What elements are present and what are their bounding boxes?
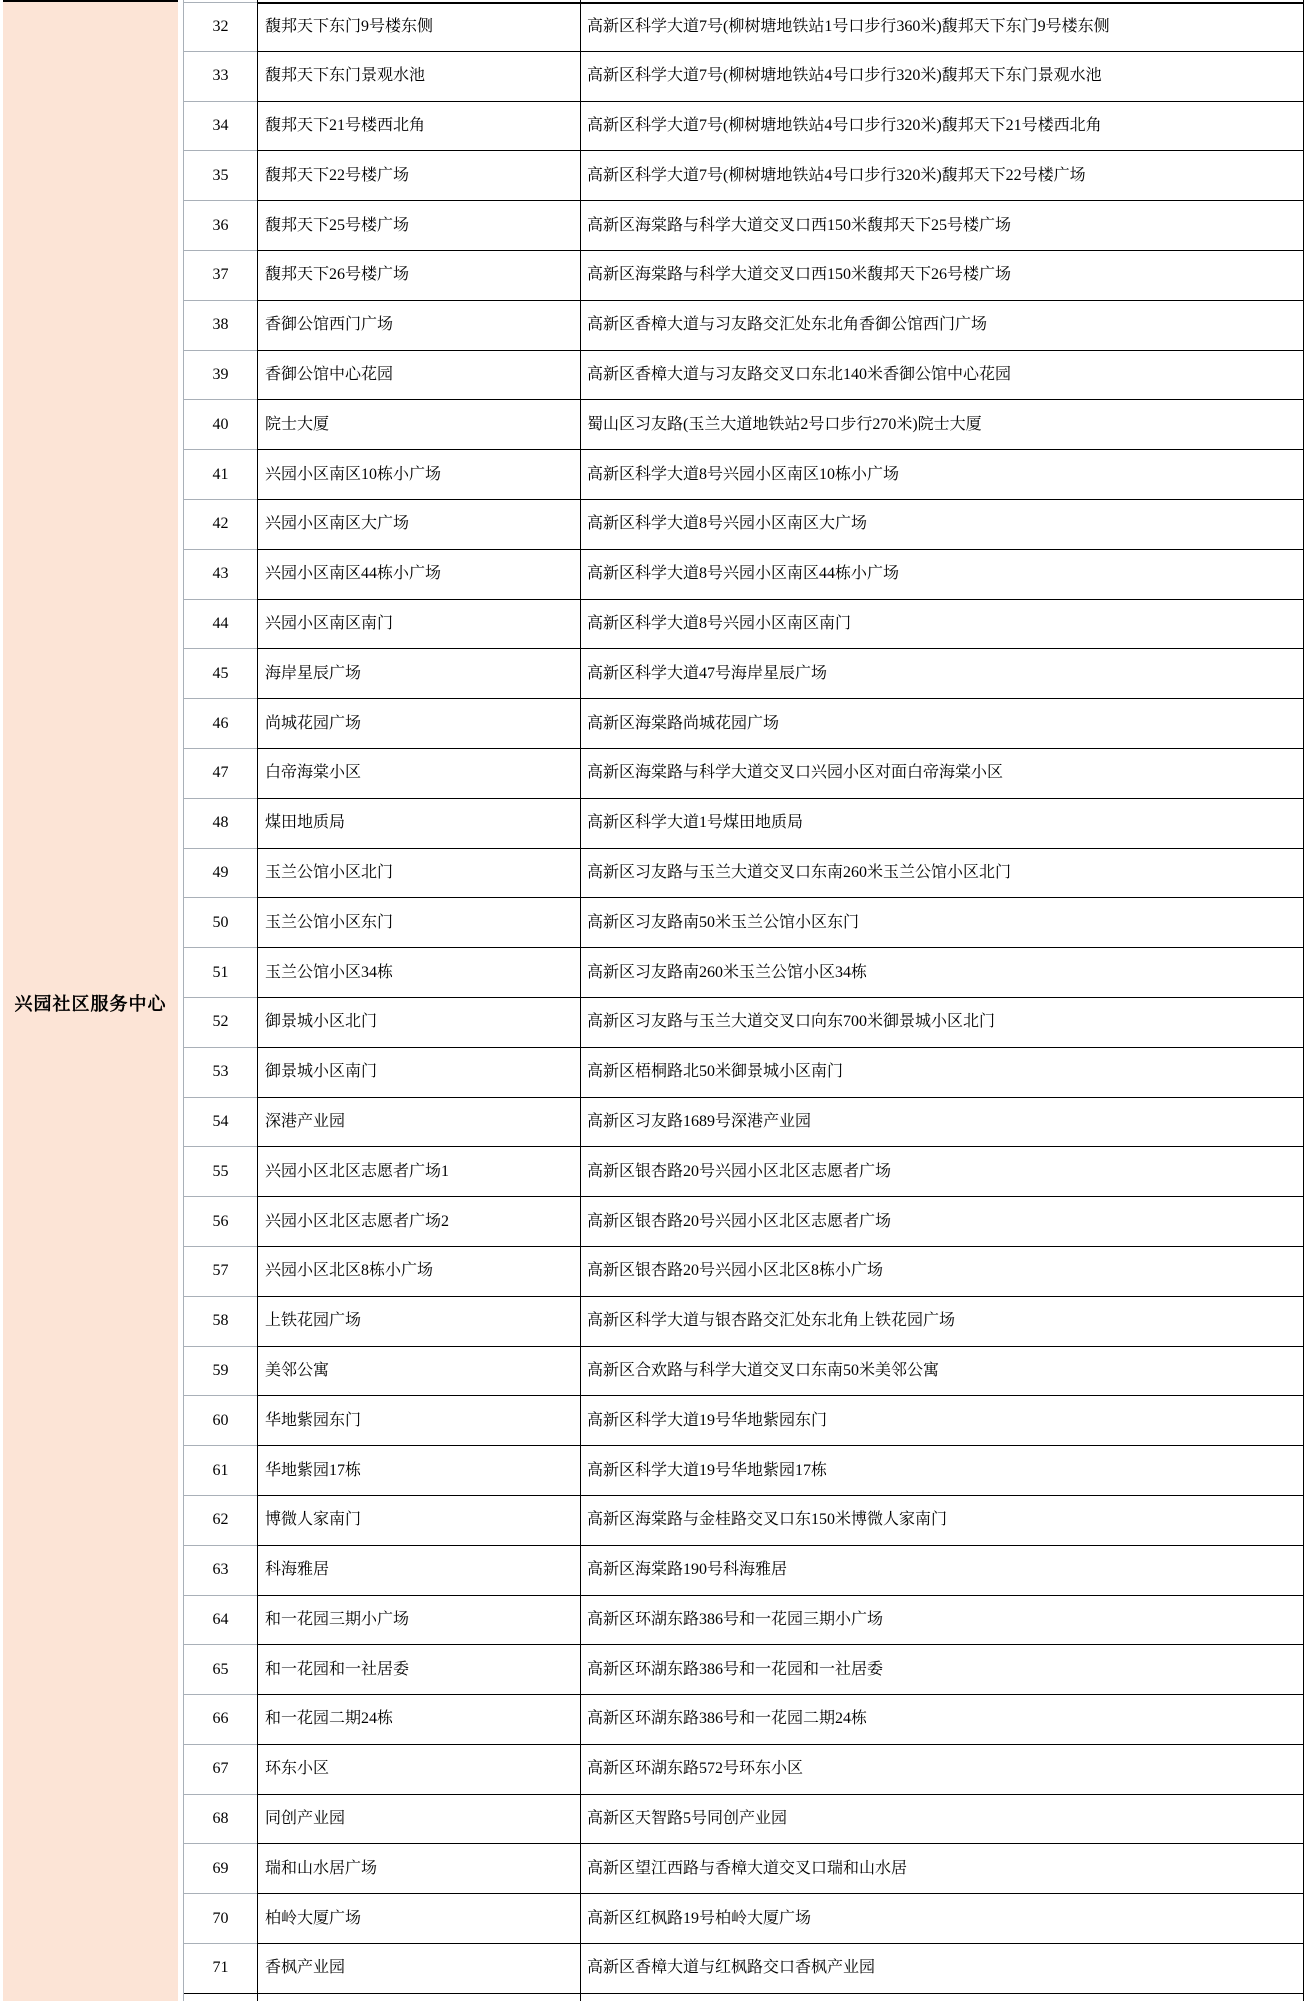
table-row: [184, 898, 1303, 948]
site-address-cell: 高新区红枫路19号柏岭大厦广场: [580, 1894, 1303, 1944]
site-address-cell: 高新区银杏路20号兴园小区北区志愿者广场: [580, 1197, 1303, 1247]
table-row: [184, 1297, 1303, 1347]
table-row: [184, 699, 1303, 749]
table-row: [184, 1048, 1303, 1098]
site-name-cell: 海岸星辰广场: [257, 649, 580, 699]
row-number-cell: 49: [184, 849, 257, 899]
site-address-cell: 高新区望江西路与香樟大道交叉口瑞和山水居: [580, 1844, 1303, 1894]
site-address-cell: 高新区银杏路20号兴园小区北区志愿者广场: [580, 1147, 1303, 1197]
row-number-cell: 71: [184, 1944, 257, 1994]
site-address-cell: 高新区科学大道8号兴园小区南区44栋小广场: [580, 550, 1303, 600]
site-address-cell: 高新区科学大道8号兴园小区南区大广场: [580, 500, 1303, 550]
row-number-cell: 48: [184, 799, 257, 849]
site-address-cell: 高新区香樟大道与红枫路交口香枫产业园: [580, 1944, 1303, 1994]
site-name-cell: 美邻公寓: [257, 1347, 580, 1397]
site-name-cell: 和一花园二期24栋: [257, 1695, 580, 1745]
row-number-cell: 33: [184, 52, 257, 102]
table-row: [184, 450, 1303, 500]
row-number-cell: 34: [184, 102, 257, 152]
table-row: [184, 799, 1303, 849]
site-address-cell: 高新区海棠路与科学大道交叉口西150米馥邦天下26号楼广场: [580, 251, 1303, 301]
row-number-cell: 63: [184, 1546, 257, 1596]
row-number-cell: 35: [184, 151, 257, 201]
row-number-cell: 43: [184, 550, 257, 600]
site-name-cell: 兴园小区南区44栋小广场: [257, 550, 580, 600]
site-name-cell: 兴园小区南区10栋小广场: [257, 450, 580, 500]
row-number-cell: 41: [184, 450, 257, 500]
site-name-cell: 尚城花园广场: [257, 699, 580, 749]
site-address-cell: 高新区海棠路与金桂路交叉口东150米博微人家南门: [580, 1496, 1303, 1546]
site-address-cell: 高新区梧桐路北50米御景城小区南门: [580, 1048, 1303, 1098]
site-name-cell: 兴园小区南区南门: [257, 600, 580, 650]
row-number-cell: 32: [184, 2, 257, 52]
site-name-cell: 兴园小区北区8栋小广场: [257, 1247, 580, 1297]
row-number-cell: 56: [184, 1197, 257, 1247]
row-number-cell: 37: [184, 251, 257, 301]
site-name-cell: 煤田地质局: [257, 799, 580, 849]
site-name-cell: 白帝海棠小区: [257, 749, 580, 799]
table-row: [184, 1944, 1303, 1994]
table-row: [184, 1645, 1303, 1695]
site-name-cell: 馥邦天下22号楼广场: [257, 151, 580, 201]
table-row: [184, 1347, 1303, 1397]
site-name-cell: 玉兰公馆小区北门: [257, 849, 580, 899]
row-number-cell: 59: [184, 1347, 257, 1397]
site-address-cell: 蜀山区习友路(玉兰大道地铁站2号口步行270米)院士大厦: [580, 400, 1303, 450]
site-name-cell: 瑞和山水居广场: [257, 1844, 580, 1894]
site-name-cell: 博微人家南门: [257, 1496, 580, 1546]
row-number-cell: 51: [184, 948, 257, 998]
table-row: [184, 400, 1303, 450]
site-name-cell: 柏岭大厦广场: [257, 1894, 580, 1944]
row-number-cell: 62: [184, 1496, 257, 1546]
site-address-cell: 高新区科学大道7号(柳树塘地铁站1号口步行360米)馥邦天下东门9号楼东侧: [580, 2, 1303, 52]
site-address-cell: 高新区习友路与玉兰大道交叉口向东700米御景城小区北门: [580, 998, 1303, 1048]
row-number-cell: 39: [184, 351, 257, 401]
site-address-cell: 高新区科学大道19号华地紫园东门: [580, 1396, 1303, 1446]
site-name-cell: 深港产业园: [257, 1098, 580, 1148]
table-row: [184, 1098, 1303, 1148]
table-row: [184, 351, 1303, 401]
row-number-cell: 46: [184, 699, 257, 749]
row-number-cell: 50: [184, 898, 257, 948]
table-row: [184, 2, 1303, 52]
table-row: [184, 151, 1303, 201]
row-number-cell: 36: [184, 201, 257, 251]
table-row: [184, 948, 1303, 998]
site-name-cell: 科海雅居: [257, 1546, 580, 1596]
site-name-cell: 同创产业园: [257, 1795, 580, 1845]
site-address-cell: 高新区习友路1689号深港产业园: [580, 1098, 1303, 1148]
site-address-cell: 高新区科学大道7号(柳树塘地铁站4号口步行320米)馥邦天下22号楼广场: [580, 151, 1303, 201]
site-address-cell: 高新区环湖东路386号和一花园三期小广场: [580, 1596, 1303, 1646]
table-row: [184, 1795, 1303, 1845]
site-name-cell: 御景城小区南门: [257, 1048, 580, 1098]
poi-table: [184, 2, 1303, 1994]
site-name-cell: 兴园小区北区志愿者广场1: [257, 1147, 580, 1197]
site-name-cell: 兴园小区北区志愿者广场2: [257, 1197, 580, 1247]
site-name-cell: 香御公馆西门广场: [257, 301, 580, 351]
site-name-cell: 馥邦天下25号楼广场: [257, 201, 580, 251]
site-address-cell: 高新区香樟大道与习友路交叉口东北140米香御公馆中心花园: [580, 351, 1303, 401]
site-address-cell: 高新区科学大道8号兴园小区南区10栋小广场: [580, 450, 1303, 500]
site-address-cell: 高新区海棠路与科学大道交叉口兴园小区对面白帝海棠小区: [580, 749, 1303, 799]
table-row: [184, 1546, 1303, 1596]
site-address-cell: 高新区合欢路与科学大道交叉口东南50米美邻公寓: [580, 1347, 1303, 1397]
table-row: [184, 1147, 1303, 1197]
site-address-cell: 高新区习友路南260米玉兰公馆小区34栋: [580, 948, 1303, 998]
site-address-cell: 高新区习友路南50米玉兰公馆小区东门: [580, 898, 1303, 948]
site-name-cell: 玉兰公馆小区东门: [257, 898, 580, 948]
row-number-cell: 69: [184, 1844, 257, 1894]
row-number-cell: 67: [184, 1745, 257, 1795]
row-number-cell: 68: [184, 1795, 257, 1845]
row-number-cell: 61: [184, 1446, 257, 1496]
row-number-cell: 44: [184, 600, 257, 650]
table-row: [184, 600, 1303, 650]
table-row: [184, 1844, 1303, 1894]
table-row: [184, 1695, 1303, 1745]
border-table-right-edge: [1303, 0, 1304, 2001]
community-merged-cell: [3, 0, 178, 2001]
row-number-cell: 47: [184, 749, 257, 799]
site-address-cell: 高新区科学大道19号华地紫园17栋: [580, 1446, 1303, 1496]
site-name-cell: 馥邦天下东门9号楼东侧: [257, 2, 580, 52]
row-number-cell: 64: [184, 1596, 257, 1646]
site-name-cell: 兴园小区南区大广场: [257, 500, 580, 550]
table-row: [184, 1396, 1303, 1446]
row-number-cell: 42: [184, 500, 257, 550]
site-address-cell: 高新区环湖东路386号和一花园和一社居委: [580, 1645, 1303, 1695]
table-row: [184, 1894, 1303, 1944]
site-name-cell: 院士大厦: [257, 400, 580, 450]
site-name-cell: 香御公馆中心花园: [257, 351, 580, 401]
table-row: [184, 1596, 1303, 1646]
row-number-cell: 65: [184, 1645, 257, 1695]
site-address-cell: 高新区海棠路190号科海雅居: [580, 1546, 1303, 1596]
row-number-cell: 38: [184, 301, 257, 351]
site-name-cell: 华地紫园17栋: [257, 1446, 580, 1496]
site-address-cell: 高新区海棠路尚城花园广场: [580, 699, 1303, 749]
site-name-cell: 华地紫园东门: [257, 1396, 580, 1446]
row-number-cell: 45: [184, 649, 257, 699]
site-name-cell: 和一花园三期小广场: [257, 1596, 580, 1646]
site-address-cell: 高新区科学大道1号煤田地质局: [580, 799, 1303, 849]
table-row: [184, 251, 1303, 301]
row-number-cell: 52: [184, 998, 257, 1048]
table-row: [184, 550, 1303, 600]
site-name-cell: 馥邦天下东门景观水池: [257, 52, 580, 102]
row-number-cell: 58: [184, 1297, 257, 1347]
site-name-cell: 上铁花园广场: [257, 1297, 580, 1347]
table-row: [184, 1446, 1303, 1496]
site-address-cell: 高新区习友路与玉兰大道交叉口东南260米玉兰公馆小区北门: [580, 849, 1303, 899]
table-row: [184, 1197, 1303, 1247]
table-row: [184, 849, 1303, 899]
site-address-cell: 高新区天智路5号同创产业园: [580, 1795, 1303, 1845]
community-name-label: 兴园社区服务中心: [14, 994, 167, 1014]
site-address-cell: 高新区科学大道7号(柳树塘地铁站4号口步行320米)馥邦天下21号楼西北角: [580, 102, 1303, 152]
site-name-cell: 玉兰公馆小区34栋: [257, 948, 580, 998]
table-row: [184, 1247, 1303, 1297]
site-name-cell: 环东小区: [257, 1745, 580, 1795]
table-row: [184, 998, 1303, 1048]
table-row: [184, 201, 1303, 251]
row-number-cell: 53: [184, 1048, 257, 1098]
site-address-cell: 高新区科学大道47号海岸星辰广场: [580, 649, 1303, 699]
site-name-cell: 馥邦天下26号楼广场: [257, 251, 580, 301]
row-number-cell: 70: [184, 1894, 257, 1944]
site-address-cell: 高新区银杏路20号兴园小区北区8栋小广场: [580, 1247, 1303, 1297]
table-row: [184, 749, 1303, 799]
table-row: [184, 102, 1303, 152]
table-row: [184, 1496, 1303, 1546]
site-address-cell: 高新区科学大道7号(柳树塘地铁站4号口步行320米)馥邦天下东门景观水池: [580, 52, 1303, 102]
row-number-cell: 54: [184, 1098, 257, 1148]
site-name-cell: 御景城小区北门: [257, 998, 580, 1048]
site-name-cell: 馥邦天下21号楼西北角: [257, 102, 580, 152]
site-address-cell: 高新区香樟大道与习友路交汇处东北角香御公馆西门广场: [580, 301, 1303, 351]
site-name-cell: 和一花园和一社居委: [257, 1645, 580, 1695]
table-row: [184, 500, 1303, 550]
site-address-cell: 高新区环湖东路386号和一花园二期24栋: [580, 1695, 1303, 1745]
row-number-cell: 60: [184, 1396, 257, 1446]
table-row: [184, 649, 1303, 699]
row-number-cell: 40: [184, 400, 257, 450]
site-address-cell: 高新区环湖东路572号环东小区: [580, 1745, 1303, 1795]
site-address-cell: 高新区科学大道与银杏路交汇处东北角上铁花园广场: [580, 1297, 1303, 1347]
site-name-cell: 香枫产业园: [257, 1944, 580, 1994]
site-address-cell: 高新区海棠路与科学大道交叉口西150米馥邦天下25号楼广场: [580, 201, 1303, 251]
table-row: [184, 52, 1303, 102]
row-number-cell: 66: [184, 1695, 257, 1745]
table-row: [184, 1745, 1303, 1795]
row-number-cell: 55: [184, 1147, 257, 1197]
row-number-cell: 57: [184, 1247, 257, 1297]
table-row: [184, 301, 1303, 351]
site-address-cell: 高新区科学大道8号兴园小区南区南门: [580, 600, 1303, 650]
